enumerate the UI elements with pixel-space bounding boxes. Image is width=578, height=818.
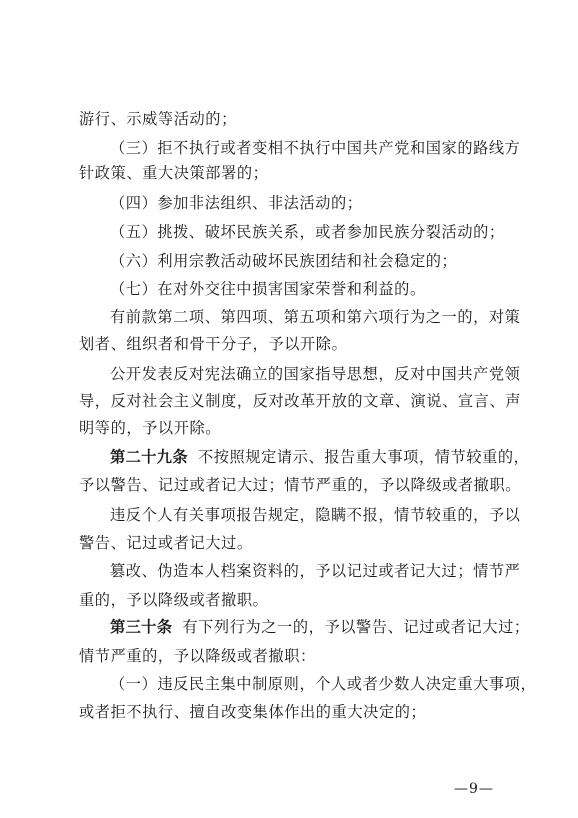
- text-line: 情节严重的，予以降级或者撤职：: [79, 647, 316, 665]
- text-line: 明等的，予以开除。: [79, 419, 222, 437]
- text-line: （六）利用宗教活动破坏民族团结和社会稳定的；: [110, 252, 458, 270]
- page-number: —9—: [454, 781, 494, 797]
- text-line: 游行、示威等活动的；: [79, 110, 237, 128]
- text-line: （四）参加非法组织、非法活动的；: [110, 194, 363, 212]
- text-line: （一）违反民主集中制原则，个人或者少数人决定重大事项，: [110, 675, 537, 693]
- text-line: 针政策、重大决策部署的；: [79, 164, 269, 182]
- text-line: （三）拒不执行或者变相不执行中国共产党和国家的路线方: [110, 139, 521, 157]
- text-line: 警告、记过或者记大过。: [79, 534, 253, 552]
- text-run: 有下列行为之一的，予以警告、记过或者记大过；: [182, 618, 530, 636]
- article-29-first-line: [110, 447, 530, 467]
- text-line: 违反个人有关事项报告规定，隐瞒不报，情节较重的，予以: [110, 506, 521, 524]
- text-line: 予以警告、记过或者记大过；情节严重的，予以降级或者撤职。: [79, 476, 522, 494]
- text-line: 重的，予以降级或者撤职。: [79, 591, 269, 609]
- article-30-first-line: [110, 617, 530, 637]
- text-line: （五）挑拨、破坏民族关系，或者参加民族分裂活动的；: [110, 223, 505, 241]
- text-line: 公开发表反对宪法确立的国家指导思想，反对中国共产党领: [110, 365, 521, 383]
- text-line: 导，反对社会主义制度，反对改革开放的文章、演说、宣言、声: [79, 392, 522, 410]
- article-30-heading: 第三十条: [110, 618, 173, 636]
- article-29-heading: 第二十九条: [110, 448, 188, 466]
- text-run: 不按照规定请示、报告重大事项，情节较重的，: [197, 448, 530, 466]
- text-line: 篡改、伪造本人档案资料的，予以记过或者记大过；情节严: [110, 562, 521, 580]
- text-line: 有前款第二项、第四项、第五项和第六项行为之一的，对策: [110, 308, 521, 326]
- text-line: （七）在对外交往中损害国家荣誉和利益的。: [110, 280, 426, 298]
- text-line: 或者拒不执行、擅自改变集体作出的重大决定的；: [79, 703, 427, 721]
- text-line: 划者、组织者和骨干分子，予以开除。: [79, 335, 348, 353]
